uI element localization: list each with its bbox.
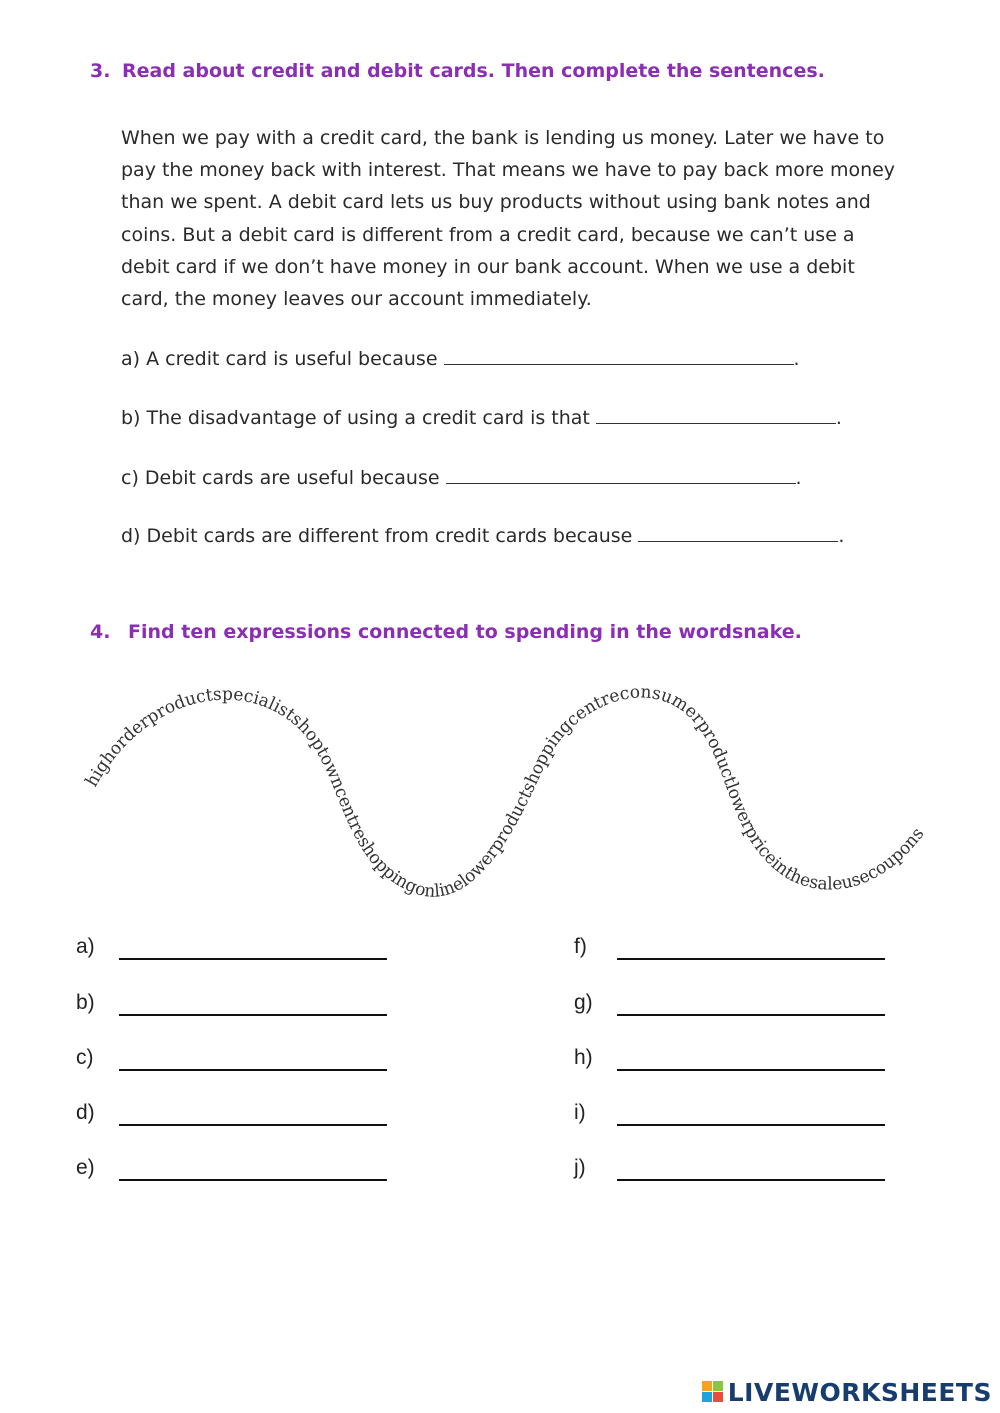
answer-label: h)	[574, 1046, 593, 1069]
question-prompt: b) The disadvantage of using a credit card is that	[121, 407, 590, 429]
logo-squares-icon	[702, 1381, 724, 1403]
answer-label: j)	[574, 1156, 586, 1179]
answer-label: a)	[76, 935, 95, 958]
answer-label: c)	[76, 1046, 94, 1069]
answer-row-d	[76, 1101, 95, 1125]
question-c	[121, 467, 802, 489]
section-4-number: 4.	[90, 621, 111, 643]
answer-row-j	[574, 1156, 586, 1180]
answer-line[interactable]	[119, 1069, 387, 1071]
paragraph-line: debit card if we don’t have money in our bank account. When we use a debit	[121, 255, 855, 278]
paragraph-line: card, the money leaves our account immediately.	[121, 288, 592, 311]
answer-line[interactable]	[119, 1179, 387, 1181]
paragraph-line: When we pay with a credit card, the bank is lending us money. Later we have to	[121, 127, 885, 149]
wordsnake	[0, 670, 1000, 920]
question-b	[121, 407, 842, 429]
answer-label: d)	[76, 1101, 95, 1124]
answer-blank[interactable]	[596, 407, 836, 424]
answer-line[interactable]	[617, 1014, 885, 1016]
question-end: .	[793, 348, 800, 370]
answer-row-f	[574, 935, 587, 959]
section-3-title: Read about credit and debit cards. Then complete the sentences.	[122, 60, 825, 82]
answer-label: i)	[574, 1101, 586, 1124]
answer-line[interactable]	[119, 958, 387, 960]
answer-label: g)	[574, 991, 593, 1014]
answer-blank[interactable]	[444, 348, 794, 365]
section-3-number: 3.	[90, 60, 111, 82]
question-end: .	[838, 525, 845, 547]
section-4-heading	[90, 621, 802, 643]
paragraph-line: pay the money back with interest. That means we have to pay back more money	[121, 159, 896, 182]
answer-line[interactable]	[617, 958, 885, 960]
answer-label: e)	[76, 1156, 95, 1179]
question-a	[121, 348, 800, 370]
paragraph-line: coins. But a debit card is different from a credit card, because we can’t use a	[121, 223, 855, 246]
answer-label: f)	[574, 935, 587, 958]
question-d	[121, 525, 844, 547]
answer-row-e	[76, 1156, 95, 1180]
answer-line[interactable]	[617, 1069, 885, 1071]
wordsnake-letters: highorderproductspecialistshoptowncentreshoppingonlinelowerproductshoppingcentreconsumerproductlowerpriceinthesaleusecoupons	[81, 682, 929, 902]
answer-row-i	[574, 1101, 586, 1125]
wordsnake-text	[82, 682, 928, 902]
question-end: .	[795, 467, 802, 489]
answer-row-h	[574, 1046, 593, 1070]
answer-line[interactable]	[617, 1179, 885, 1181]
answer-blank[interactable]	[446, 467, 796, 484]
answer-row-g	[574, 991, 593, 1015]
section-3-heading	[90, 60, 825, 82]
question-prompt: c) Debit cards are useful because	[121, 467, 440, 489]
section-4-title: Find ten expressions connected to spending in the wordsnake.	[128, 621, 802, 643]
answer-row-c	[76, 1046, 94, 1070]
question-end: .	[835, 407, 842, 429]
paragraph-line: than we spent. A debit card lets us buy products without using bank notes and	[121, 191, 871, 214]
answer-blank[interactable]	[638, 525, 838, 542]
reading-paragraph	[121, 122, 931, 315]
answer-row-a	[76, 935, 95, 959]
answer-row-b	[76, 991, 95, 1015]
question-prompt: a) A credit card is useful because	[121, 348, 438, 370]
logo-text: LIVEWORKSHEETS	[727, 1377, 992, 1407]
answer-label: b)	[76, 991, 95, 1014]
answer-line[interactable]	[119, 1014, 387, 1016]
question-prompt: d) Debit cards are different from credit cards because	[121, 525, 633, 547]
answer-line[interactable]	[617, 1124, 885, 1126]
liveworksheets-logo	[702, 1377, 992, 1407]
answer-line[interactable]	[119, 1124, 387, 1126]
